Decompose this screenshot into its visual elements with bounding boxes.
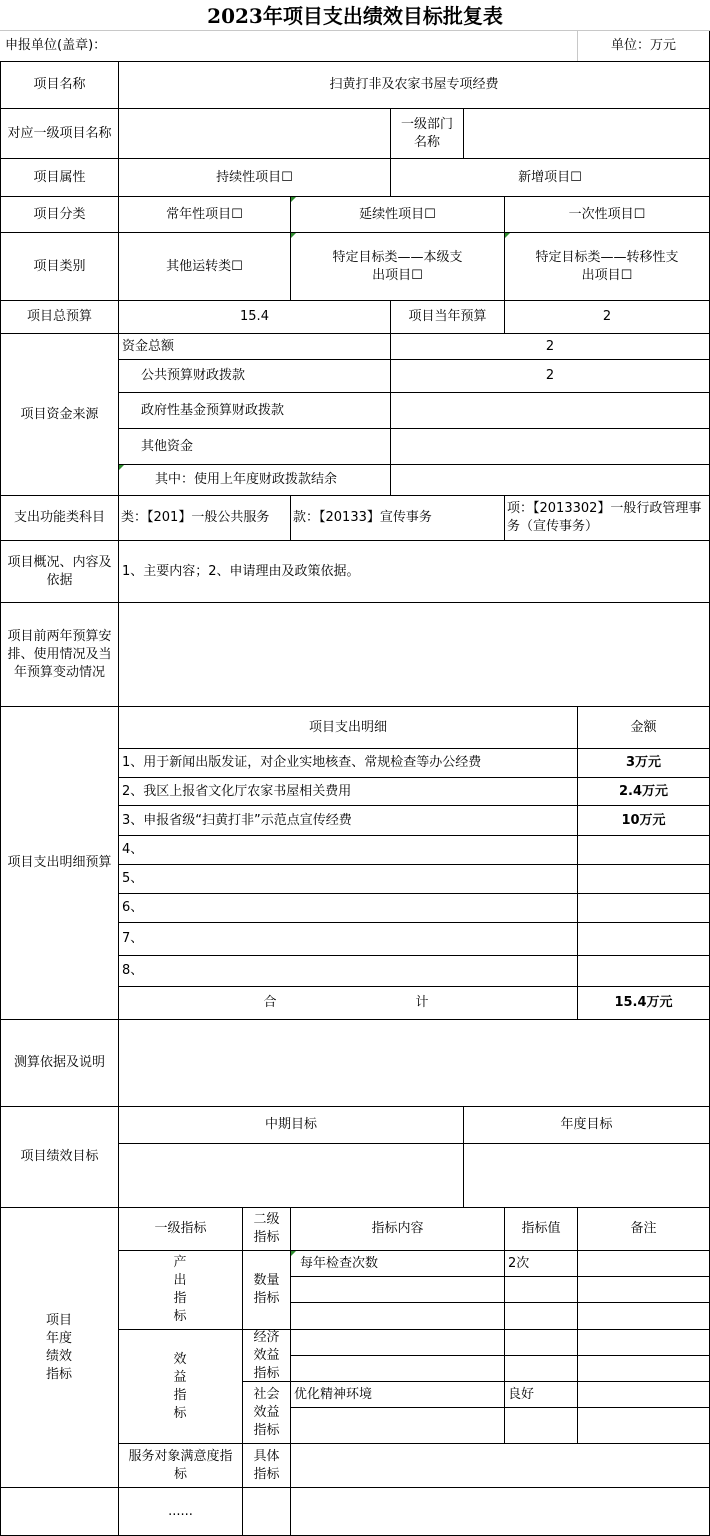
project-class-label: 项目分类 — [33, 206, 86, 222]
mid-term-goal: 中期目标 — [264, 1117, 317, 1132]
detail-amount-1: 3万元 — [625, 755, 662, 770]
detail-item-3: 3、申报省级“扫黄打非”示范点宣传经费 — [122, 812, 352, 828]
social-indicator-label: 社会效益指标 — [253, 1386, 280, 1438]
function-item: 款：【20133】宣传事务 — [293, 510, 432, 525]
total-budget-value: 15.4 — [240, 309, 269, 324]
detail-item-5: 5、 — [122, 871, 144, 886]
current-budget-value: 2 — [602, 309, 612, 324]
parent-project-label: 对应一级项目名称 — [7, 125, 112, 141]
benefit-indicator-label: 效益指标 — [173, 1351, 187, 1421]
col-value: 指标值 — [521, 1221, 561, 1236]
project-name-value: 扫黄打非及农家书屋专项经费 — [329, 77, 499, 92]
funds-total-label: 资金总额 — [122, 338, 175, 354]
detail-item-6: 6、 — [122, 900, 144, 915]
details-header-amount: 金额 — [630, 719, 657, 735]
quantity-content: 每年检查次数 — [300, 1255, 379, 1271]
detail-amount-4 — [578, 836, 709, 864]
unit-label: 单位：万元 — [610, 38, 676, 53]
detail-item-2: 2、我区上报省文化厅农家书屋相关费用 — [122, 783, 352, 799]
function-label: 支出功能类科目 — [13, 510, 105, 525]
funds-source-label: 项目资金来源 — [20, 406, 99, 422]
current-budget-label: 项目当年预算 — [408, 309, 487, 324]
funds-other-label: 其他资金 — [141, 438, 194, 454]
class-regular: 常年性项目☐ — [166, 206, 243, 222]
details-header-item: 项目支出明细 — [308, 719, 387, 735]
detail-amount-6 — [578, 894, 709, 922]
detail-amount-7 — [578, 923, 709, 955]
funds-gov-fund-label: 政府性基金预算财政拨款 — [141, 402, 285, 418]
overview-value: 1、主要内容；2、申请理由及政策依据。 — [122, 563, 360, 579]
col-level1: 一级指标 — [154, 1221, 207, 1236]
funds-public-value: 2 — [545, 368, 555, 383]
function-sub-item: 项：【2013302】一般行政管理事务（宣传事务） — [507, 501, 702, 534]
category-special-transfer: 特定目标类——转移性支出项目☐ — [535, 249, 679, 283]
detail-item-8: 8、 — [122, 963, 144, 978]
class-onetime: 一次性项目☐ — [568, 206, 646, 222]
quantity-value: 2次 — [508, 1255, 530, 1271]
detail-amount-5 — [578, 865, 709, 893]
details-total-ji: 计 — [415, 995, 429, 1010]
funds-total-value: 2 — [545, 338, 555, 354]
output-indicator-label: 产出指标 — [173, 1255, 187, 1324]
project-attr-label: 项目属性 — [33, 169, 86, 185]
satisfaction-indicator-label: 服务对象满意度指标 — [128, 1448, 233, 1482]
detail-amount-3: 10万元 — [621, 812, 666, 828]
detail-item-1: 1、用于新闻出版发证，对企业实地核查、常规检查等办公经费 — [122, 755, 482, 770]
previous-label: 项目前两年预算安排、使用情况及当年预算变动情况 — [7, 628, 112, 680]
social-content: 优化精神环境 — [294, 1386, 373, 1402]
class-extended: 延续性项目☐ — [359, 206, 436, 222]
detail-amount-8 — [578, 956, 709, 986]
details-total-amount: 15.4万元 — [614, 995, 673, 1010]
applicant-label: 申报单位(盖章)： — [5, 38, 107, 53]
project-name-label: 项目名称 — [33, 77, 86, 92]
function-class: 类：【201】一般公共服务 — [121, 510, 270, 525]
detail-amount-2: 2.4万元 — [618, 783, 669, 799]
details-total-he: 合 — [263, 995, 277, 1010]
detail-item-7: 7、 — [122, 931, 144, 946]
project-category-label: 项目类别 — [33, 258, 86, 274]
col-level2: 二级指标 — [253, 1212, 280, 1245]
col-content: 指标内容 — [371, 1221, 424, 1236]
funds-carryover-label: 其中：使用上年度财政拨款结余 — [155, 472, 338, 487]
indicators-label: 项目年度绩效指标 — [45, 1312, 72, 1382]
ellipsis-text: ...... — [168, 1503, 193, 1519]
perf-goal-label: 项目绩效目标 — [20, 1149, 99, 1164]
annual-goal: 年度目标 — [560, 1117, 613, 1132]
economic-indicator-label: 经济效益指标 — [253, 1329, 280, 1381]
quantity-indicator-label: 数量指标 — [253, 1273, 280, 1306]
attr-new: 新增项目☐ — [518, 169, 582, 185]
detail-item-4: 4、 — [122, 842, 144, 857]
page-title: 2023年项目支出绩效目标批复表 — [207, 4, 503, 28]
dept-label: 一级部门名称 — [401, 116, 454, 150]
overview-label: 项目概况、内容及依据 — [7, 554, 112, 588]
col-note: 备注 — [630, 1221, 657, 1236]
category-special-local: 特定目标类——本级支出项目☐ — [332, 249, 463, 283]
total-budget-label: 项目总预算 — [26, 309, 92, 324]
specific-indicator-label: 具体指标 — [253, 1448, 280, 1482]
attr-continuing: 持续性项目☐ — [216, 169, 293, 185]
funds-public-label: 公共预算财政拨款 — [141, 368, 246, 383]
social-value: 良好 — [508, 1386, 535, 1402]
details-label: 项目支出明细预算 — [7, 855, 112, 870]
calc-label: 测算依据及说明 — [13, 1055, 105, 1070]
category-other: 其他运转类☐ — [166, 258, 243, 274]
